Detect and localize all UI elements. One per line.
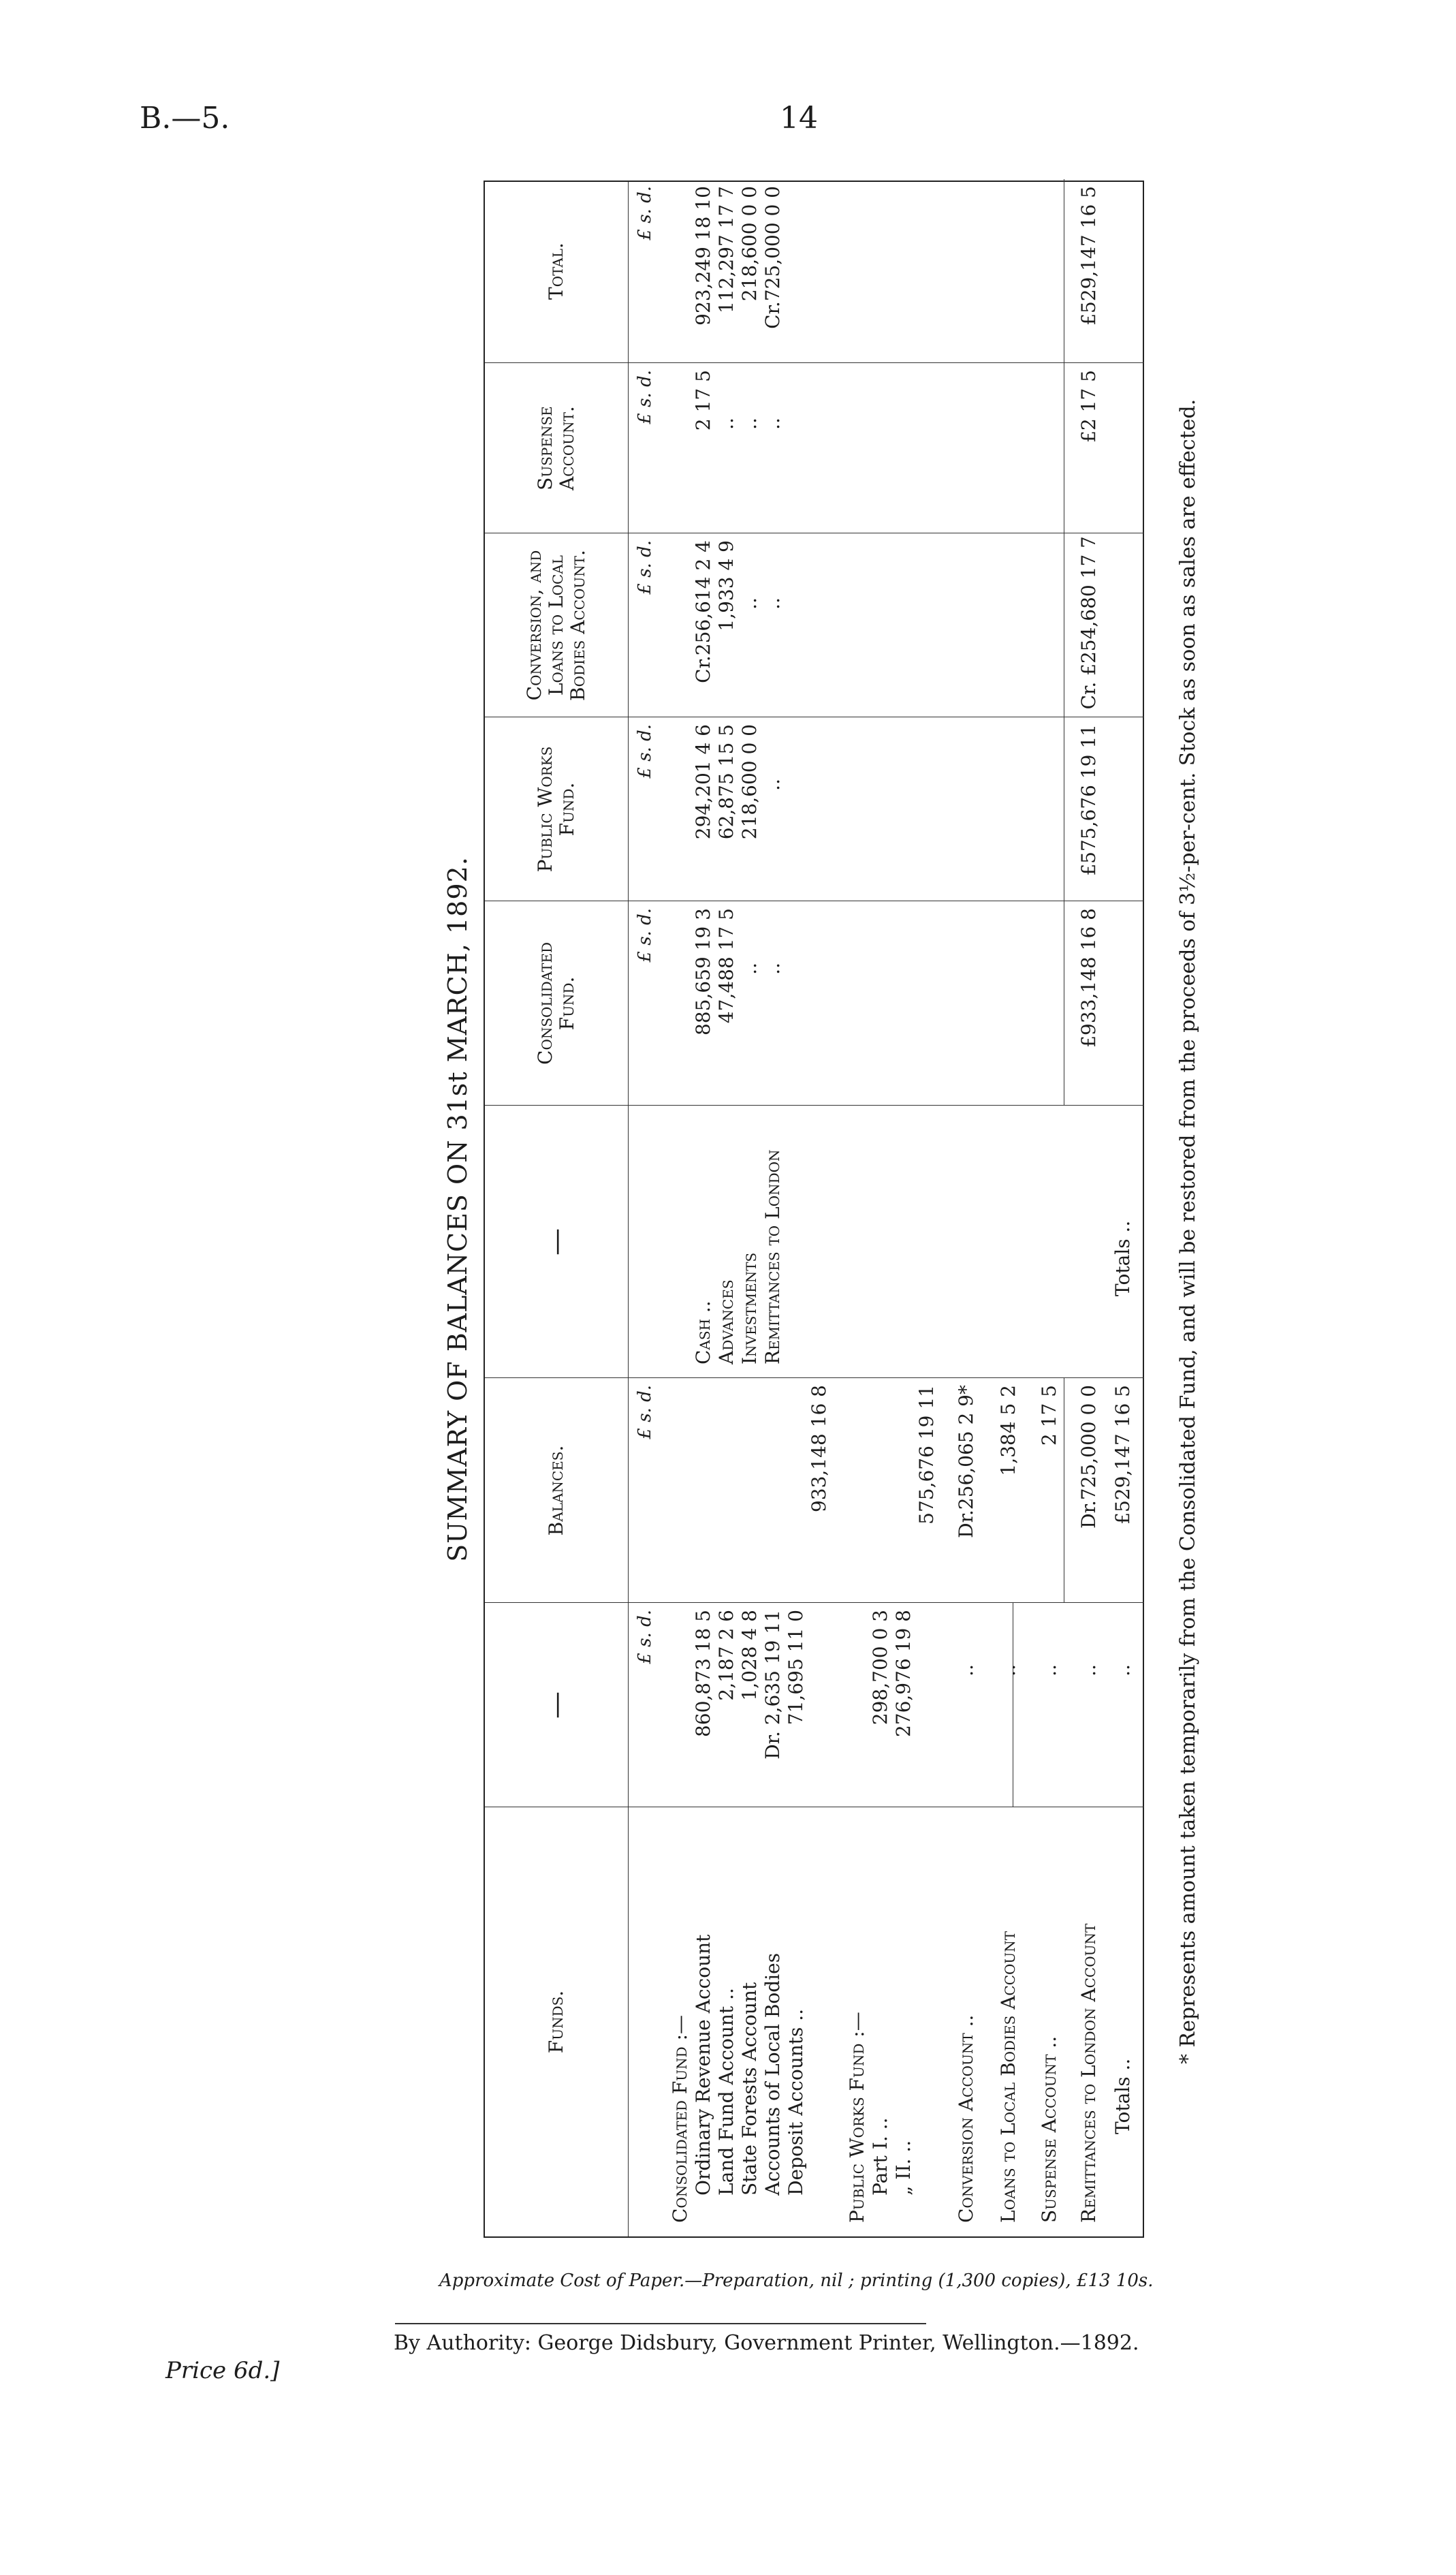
consolidated-value: ..	[738, 963, 761, 975]
fund-balance: 575,676 19 11	[915, 1385, 938, 1525]
suspense-value: ..	[761, 418, 784, 430]
units-public-works: £ s. d.	[635, 724, 655, 779]
public-works-value: 62,875 15 5	[715, 724, 738, 840]
fund-balance: 933,148 16 8	[808, 1385, 830, 1513]
fund-label: Remittances to London Account	[1077, 1923, 1100, 2223]
fund-amount: 298,700 0 3	[869, 1610, 891, 1726]
header-dash-1: —	[541, 1691, 572, 1719]
page-reference: B.—5.	[140, 101, 230, 136]
suspense-value: 2 17 5	[692, 370, 714, 431]
asset-label: Cash ..	[692, 1300, 714, 1364]
header-rule	[628, 182, 629, 2236]
conversion-total: Cr. £254,680 17 7	[1077, 536, 1100, 710]
fund-label: Suspense Account ..	[1038, 2035, 1060, 2223]
conversion-value: 1,933 4 9	[715, 540, 738, 631]
fund-amount: ..	[1038, 1664, 1060, 1676]
fund-label: Deposit Accounts ..	[785, 2008, 807, 2196]
fund-label: Loans to Local Bodies Account	[997, 1931, 1019, 2223]
units-consolidated: £ s. d.	[635, 908, 655, 963]
asset-label: Investments	[738, 1252, 761, 1364]
public-works-value: ..	[761, 779, 784, 791]
fund-label: Ordinary Revenue Account	[692, 1934, 714, 2196]
fund-amount: 860,873 18 5	[692, 1610, 714, 1738]
public-works-total: £575,676 19 11	[1077, 724, 1100, 876]
totals-amount: ..	[1111, 1664, 1134, 1676]
public-works-value: 218,600 0 0	[738, 724, 761, 840]
conversion-value: ..	[761, 597, 784, 610]
balances-table	[484, 181, 1144, 2238]
header-balances: Balances.	[544, 1445, 567, 1536]
totals-balance: £529,147 16 5	[1111, 1385, 1134, 1525]
col-rule	[485, 1105, 1144, 1106]
conversion-value: Cr.256,614 2 4	[692, 540, 714, 683]
units-conversion: £ s. d.	[635, 540, 655, 595]
fund-balance: 2 17 5	[1038, 1385, 1060, 1446]
fund-label: Consolidated Fund :—	[669, 2014, 691, 2223]
suspense-value: ..	[738, 418, 761, 430]
fund-amount: 2,187 2 6	[715, 1610, 738, 1701]
header-conversion-account: Conversion, and Loans to Local Bodies Account.	[522, 550, 590, 701]
conversion-value: ..	[738, 597, 761, 610]
fund-label: Part I. ..	[869, 2117, 891, 2196]
fund-amount: ..	[955, 1664, 977, 1676]
header-funds: Funds.	[544, 1990, 567, 2054]
fund-label: Public Works Fund :—	[846, 2012, 868, 2223]
total-value: Cr.725,000 0 0	[761, 186, 784, 329]
totals-label: Totals ..	[1111, 1220, 1134, 1296]
consolidated-total: £933,148 16 8	[1077, 908, 1100, 1048]
consolidated-value: 885,659 19 3	[692, 908, 714, 1036]
consolidated-value: 47,488 17 5	[715, 908, 738, 1024]
grand-total: £529,147 16 5	[1077, 186, 1100, 326]
fund-label: Conversion Account ..	[955, 2014, 977, 2223]
header-dash-2: —	[541, 1228, 572, 1255]
printer-authority: By Authority: George Didsbury, Government Printer, Wellington.—1892.	[394, 2331, 1139, 2355]
cost-of-paper: Approximate Cost of Paper.—Preparation, nil ; printing (1,300 copies), £13 10s.	[439, 2270, 1154, 2291]
suspense-total: £2 17 5	[1077, 370, 1100, 443]
asset-label: Remittances to London	[761, 1149, 784, 1364]
rotated-table-block	[443, 181, 1144, 2238]
total-value: 923,249 18 10	[692, 186, 714, 326]
header-consolidated-fund: Consolidated Fund.	[533, 942, 578, 1065]
total-value: 218,600 0 0	[738, 186, 761, 302]
fund-label: Accounts of Local Bodies	[761, 1952, 784, 2196]
fund-amount: Dr. 2,635 19 11	[761, 1610, 784, 1760]
fund-amount: ..	[997, 1664, 1019, 1676]
table-title: SUMMARY OF BALANCES ON 31st MARCH, 1892.	[443, 856, 473, 1562]
units-balances: £ s. d.	[635, 1385, 655, 1439]
fund-label: „ II. ..	[892, 2140, 915, 2196]
col-rule	[485, 1377, 1144, 1378]
units-amount: £ s. d.	[635, 1610, 655, 1664]
totals-label: Totals ..	[1111, 2058, 1134, 2134]
public-works-value: 294,201 4 6	[692, 724, 714, 840]
total-value: 112,297 17 7	[715, 186, 738, 314]
suspense-value: ..	[715, 418, 738, 430]
consolidated-value: ..	[761, 963, 784, 975]
fund-amount: 71,695 11 0	[785, 1610, 807, 1726]
fund-balance: Dr.725,000 0 0	[1077, 1385, 1100, 1529]
units-total: £ s. d.	[635, 186, 655, 240]
fund-amount: 1,028 4 8	[738, 1610, 761, 1701]
header-public-works-fund: Public Works Fund.	[533, 746, 578, 873]
footnote: * Represents amount taken temporarily from the Consolidated Fund, and will be restored from the proceeds of 3½-per-cent. Stock as soon as sales are effected.	[1176, 399, 1200, 2064]
page-number: 14	[780, 101, 818, 136]
fund-label: Land Fund Account ..	[715, 1988, 738, 2196]
fund-balance: Dr.256,065 2 9*	[955, 1385, 977, 1538]
asset-label: Advances	[715, 1279, 738, 1364]
col-rule	[485, 1602, 1144, 1603]
units-suspense: £ s. d.	[635, 370, 655, 424]
authority-rule	[395, 2323, 926, 2324]
fund-amount: ..	[1077, 1664, 1100, 1676]
col-rule	[485, 362, 1144, 363]
fund-balance: 1,384 5 2	[997, 1385, 1019, 1476]
header-total: Total.	[544, 243, 567, 300]
fund-amount: 276,976 19 8	[892, 1610, 915, 1738]
price: Price 6d.]	[165, 2357, 280, 2384]
fund-label: State Forests Account	[738, 1982, 761, 2196]
header-suspense-account: Suspense Account.	[533, 406, 578, 490]
